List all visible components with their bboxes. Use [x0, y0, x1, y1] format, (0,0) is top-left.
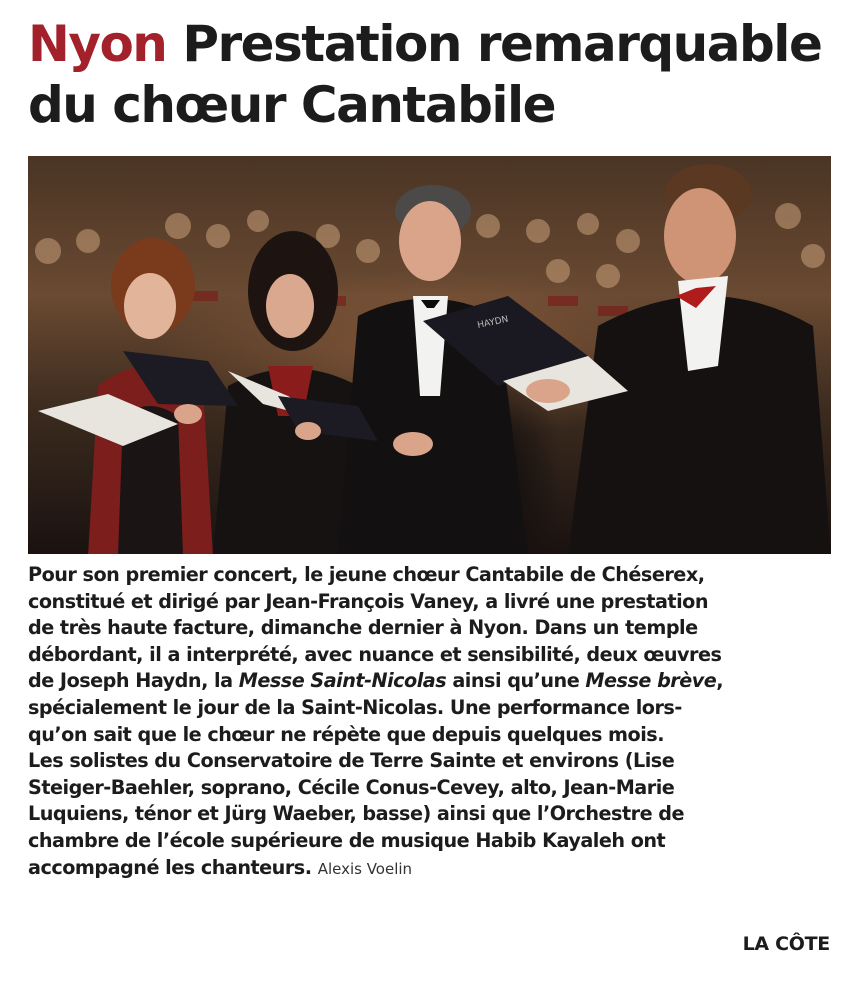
photo-credit: Alexis Voelin — [317, 859, 413, 878]
article-line: débordant, il a interprété, avec nuance et sensibilité, deux œuvres — [28, 642, 722, 666]
headline-kicker: Nyon — [28, 15, 167, 73]
score-cover-label: HAYDN — [476, 314, 510, 331]
article-line: chambre de l’école supérieure de musique Habib Kayaleh ont — [28, 828, 666, 852]
concert-photo — [28, 156, 831, 554]
headline-title-line2: du chœur Cantabile — [28, 76, 556, 134]
article-line: de très haute facture, dimanche dernier à Nyon. Dans un temple — [28, 616, 698, 640]
publication-source: LA CÔTE — [742, 933, 830, 955]
article-line: constitué et dirigé par Jean-François Vaney, a livré une prestation — [28, 589, 708, 613]
work-title-messe-breve: Messe brève — [585, 669, 717, 693]
article-text: accompagné les chanteurs. — [28, 855, 312, 879]
article-line: Pour son premier concert, le jeune chœur Cantabile de Chéserex, — [28, 563, 705, 586]
article-text: , — [716, 669, 724, 693]
work-title-messe-saint-nicolas: Messe Saint-Nicolas — [238, 669, 447, 693]
article-line: Luquiens, ténor et Jürg Waeber, basse) ainsi que l’Orchestre de — [28, 802, 685, 826]
headline-title-line1: Prestation remarquable — [182, 15, 822, 73]
article-line: Les solistes du Conservatoire de Terre Sainte et environs (Lise — [28, 749, 675, 773]
article-text: ainsi qu’une — [446, 669, 586, 693]
article-line: spécialement le jour de la Saint-Nicolas. Une performance lors- — [28, 695, 682, 719]
article-text: de Joseph Haydn, la — [28, 669, 239, 693]
article-line: Steiger-Baehler, soprano, Cécile Conus-Cevey, alto, Jean-Marie — [28, 775, 675, 799]
concert-photo-illustration — [28, 156, 831, 554]
article-line — [28, 855, 838, 883]
article-line — [28, 668, 838, 695]
article-line: qu’on sait que le chœur ne répète que depuis quelques mois. — [28, 722, 665, 746]
article-body — [28, 562, 838, 882]
headline — [28, 14, 848, 136]
